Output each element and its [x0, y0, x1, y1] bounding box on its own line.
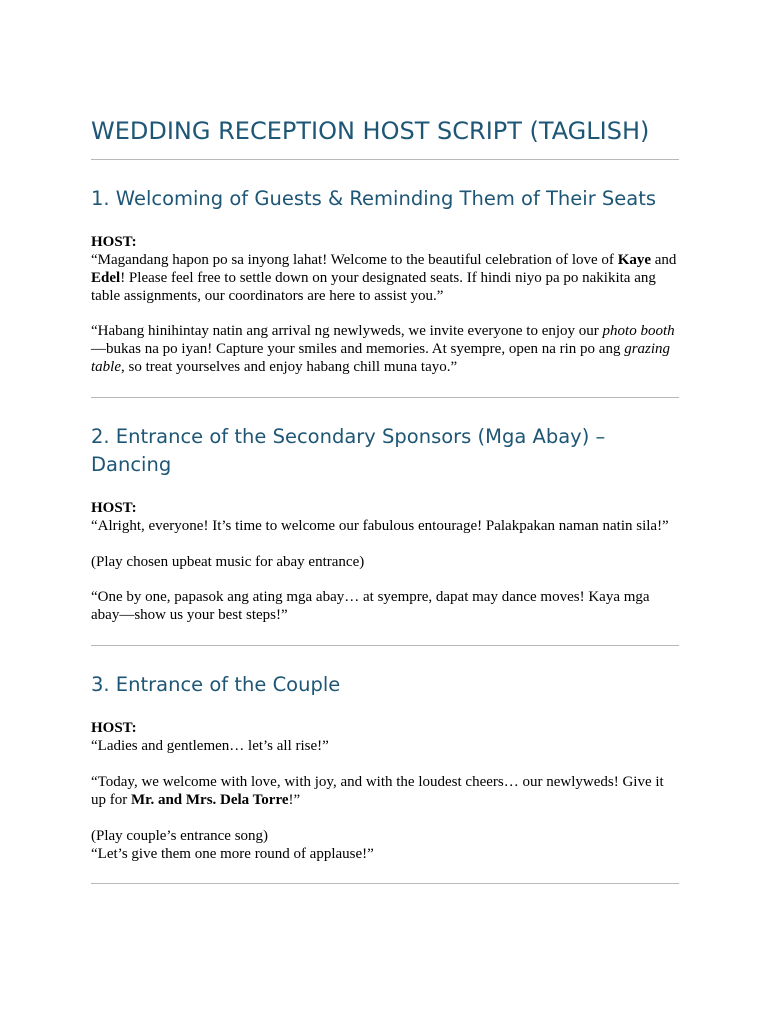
photo-booth-emphasis: photo booth [602, 323, 675, 339]
text-span: !” [288, 792, 301, 808]
host-label-text: HOST: [91, 500, 137, 516]
text-span: and [651, 252, 677, 268]
host-label-text: HOST: [91, 234, 137, 250]
host-label [91, 499, 679, 517]
stage-direction-entrance-song: (Play couple’s entrance song) [91, 828, 269, 844]
divider [91, 397, 679, 398]
host-line-rise: “Ladies and gentlemen… let’s all rise!” [91, 738, 329, 754]
host-line-abay-dance: “One by one, papasok ang ating mga abay… at syempre, dapat may dance moves! Kaya mga abay—show us your best steps!” [91, 589, 650, 623]
text-span: “Magandang hapon po sa inyong lahat! Welcome to the beautiful celebration of love of [91, 252, 618, 268]
couple-name-edel: Edel [91, 270, 121, 286]
section-heading-secondary-sponsors: 2. Entrance of the Secondary Sponsors (Mga Abay) – Dancing [91, 425, 606, 476]
divider [91, 645, 679, 646]
host-label [91, 719, 679, 737]
divider [91, 159, 679, 160]
host-line-newlyweds [91, 773, 679, 809]
host-line-photo-booth [91, 322, 679, 376]
document-title: WEDDING RECEPTION HOST SCRIPT (TAGLISH) [91, 117, 650, 145]
couple-full-name: Mr. and Mrs. Dela Torre [131, 792, 289, 808]
host-line-applause: “Let’s give them one more round of applause!” [91, 846, 374, 862]
host-line-entourage: “Alright, everyone! It’s time to welcome our fabulous entourage! Palakpakan naman natin sila!” [91, 518, 669, 534]
grazing-table-emphasis: grazing table [91, 341, 671, 375]
host-line-welcome [91, 251, 679, 305]
text-span: “Today, we welcome with love, with joy, and with the loudest cheers… our newlyweds! Give it up for [91, 774, 664, 808]
text-span: , so treat yourselves and enjoy habang chill muna tayo.” [121, 359, 458, 375]
host-label [91, 233, 679, 251]
divider [91, 883, 679, 884]
section-heading-couple-entrance: 3. Entrance of the Couple [91, 673, 341, 696]
stage-direction-abay-music: (Play chosen upbeat music for abay entrance) [91, 554, 365, 570]
text-span: “Habang hinihintay natin ang arrival ng newlyweds, we invite everyone to enjoy our [91, 323, 603, 339]
text-span: ! Please feel free to settle down on your designated seats. If hindi niyo pa po nakikita ang table assignments, our coordinators are here to assist you.” [91, 270, 656, 304]
section-heading-welcoming: 1. Welcoming of Guests & Reminding Them of Their Seats [91, 187, 657, 210]
host-label-text: HOST: [91, 720, 137, 736]
text-span: —bukas na po iyan! Capture your smiles and memories. At syempre, open na rin po ang [91, 341, 625, 357]
couple-name-kaye: Kaye [617, 252, 652, 268]
